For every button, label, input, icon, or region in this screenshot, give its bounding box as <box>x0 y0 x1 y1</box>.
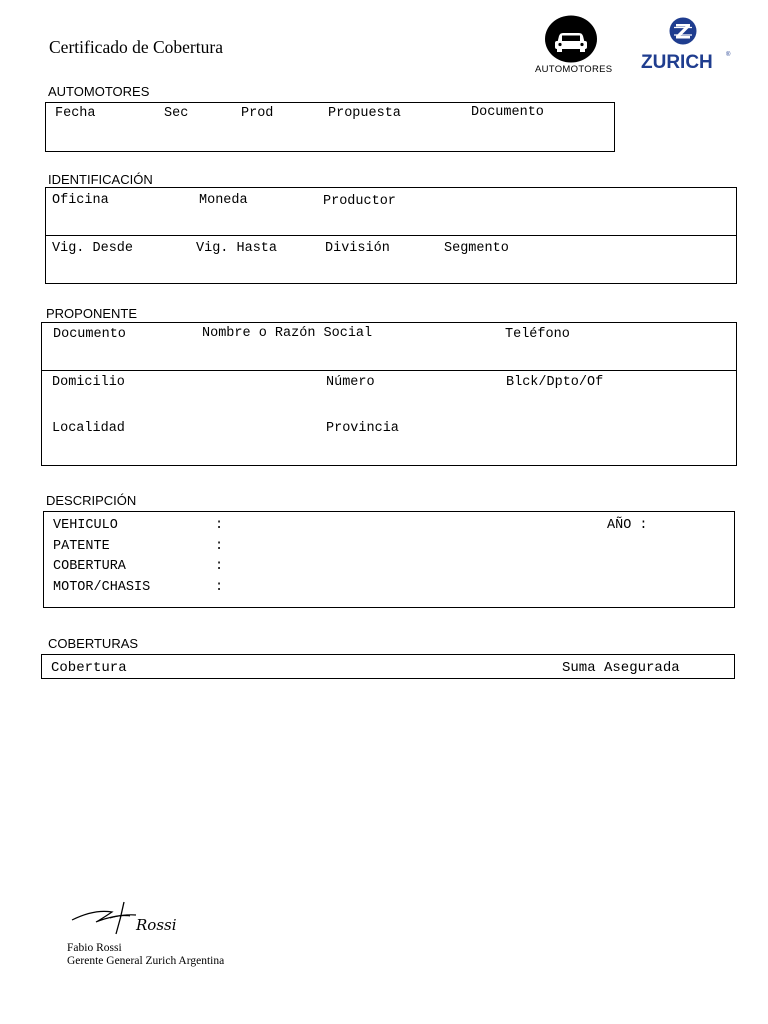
brand-registered: ® <box>726 52 731 58</box>
section-identificacion-heading: IDENTIFICACIÓN <box>48 172 153 187</box>
label-anio: AÑO : <box>607 518 648 533</box>
field-domicilio: Domicilio <box>52 375 125 390</box>
label-cobertura: COBERTURA <box>53 559 126 574</box>
field-vig-desde: Vig. Desde <box>52 241 134 256</box>
section-automotores-heading: AUTOMOTORES <box>48 84 150 99</box>
field-division: División <box>325 241 390 256</box>
signature-handwriting: Rossi <box>136 916 177 934</box>
label-patente: PATENTE <box>53 539 110 554</box>
divider <box>42 370 736 371</box>
field-blck-dpto-of: Blck/Dpto/Of <box>506 375 604 390</box>
column-cobertura: Cobertura <box>51 660 127 676</box>
label-vehiculo: VEHICULO <box>53 518 118 533</box>
field-propuesta: Propuesta <box>328 106 401 121</box>
field-oficina: Oficina <box>52 193 109 208</box>
field-numero: Número <box>326 375 375 390</box>
zurich-logo <box>640 17 735 73</box>
field-sec: Sec <box>164 106 189 121</box>
section-coberturas-heading: COBERTURAS <box>48 636 139 651</box>
colon: : <box>215 539 224 554</box>
field-prod: Prod <box>241 106 274 121</box>
field-moneda: Moneda <box>199 193 248 208</box>
signature-image <box>66 896 206 940</box>
field-fecha: Fecha <box>55 106 96 121</box>
section-descripcion-heading: DESCRIPCIÓN <box>46 493 137 508</box>
field-documento: Documento <box>53 327 126 342</box>
coberturas-header-box <box>41 654 735 679</box>
field-telefono: Teléfono <box>505 327 570 342</box>
colon: : <box>215 580 224 595</box>
field-nombre-razon-social: Nombre o Razón Social <box>202 326 373 341</box>
field-vig-hasta: Vig. Hasta <box>196 241 278 256</box>
divider <box>46 235 736 236</box>
label-motor-chasis: MOTOR/CHASIS <box>53 580 151 595</box>
field-localidad: Localidad <box>52 421 125 436</box>
proponente-box <box>41 322 737 466</box>
section-proponente-heading: PROPONENTE <box>46 306 138 321</box>
colon: : <box>215 559 224 574</box>
identificacion-box <box>45 187 737 284</box>
colon: : <box>215 518 224 533</box>
brand-name: ZURICH <box>641 52 713 73</box>
automotores-logo-label: AUTOMOTORES <box>535 64 613 75</box>
field-productor: Productor <box>323 194 396 209</box>
field-segmento: Segmento <box>444 241 509 256</box>
column-suma-asegurada: Suma Asegurada <box>562 660 680 676</box>
descripcion-box <box>43 511 735 608</box>
signatory-name: Fabio Rossi <box>67 942 122 954</box>
field-provincia: Provincia <box>326 421 399 436</box>
field-documento: Documento <box>471 105 544 120</box>
automotores-box <box>45 102 615 152</box>
car-icon <box>544 15 598 63</box>
page-title: Certificado de Cobertura <box>49 37 223 57</box>
signatory-role: Gerente General Zurich Argentina <box>67 955 225 967</box>
